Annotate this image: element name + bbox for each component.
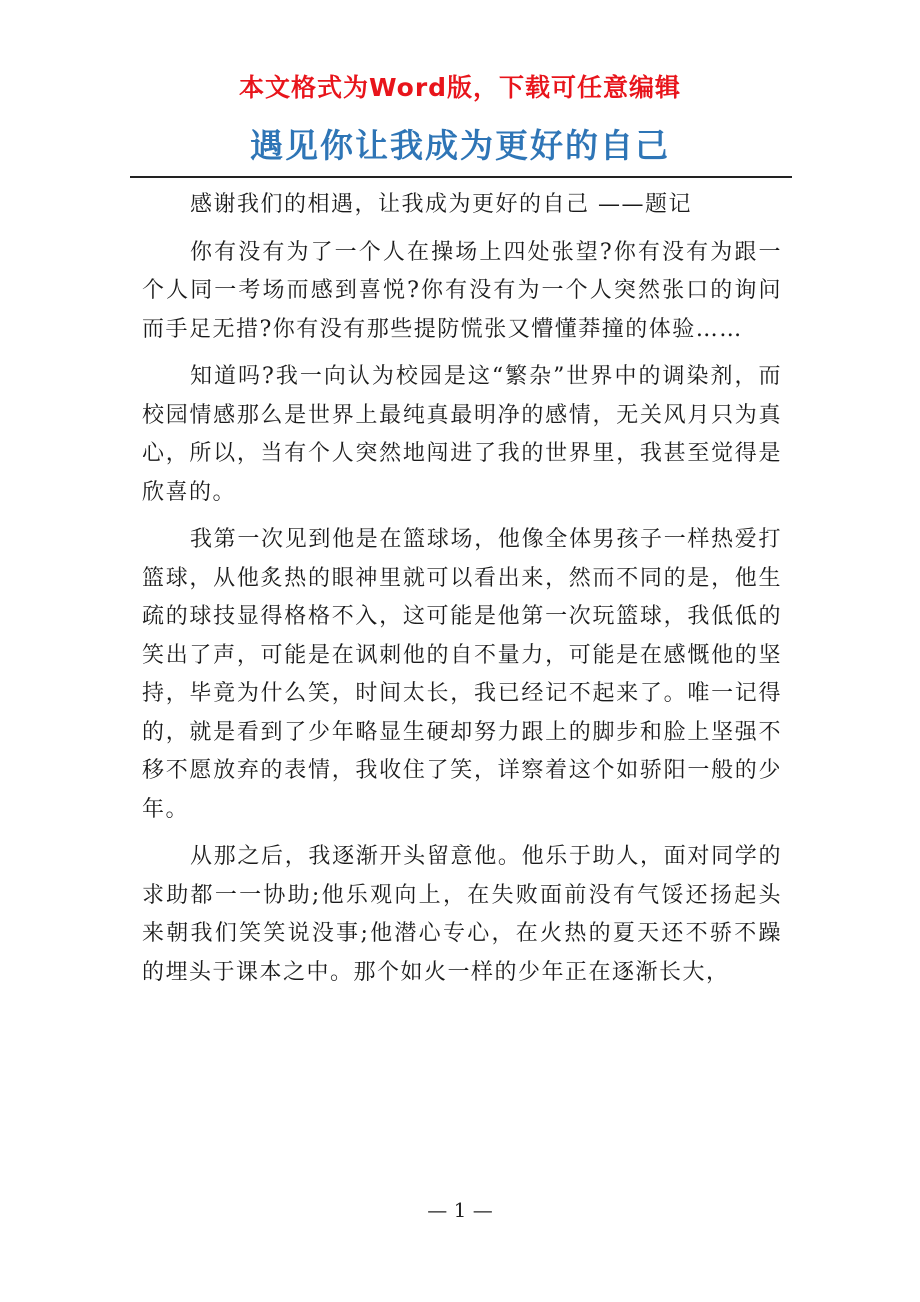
- body-paragraph: 你有没有为了一个人在操场上四处张望?你有没有为跟一个人同一考场而感到喜悦?你有没有为一个人突然张口的询问而手足无措?你有没有那些提防慌张又懵懂莽撞的体验……: [142, 239, 782, 342]
- format-notice-banner: 本文格式为Word版，下载可任意编辑: [238, 73, 682, 102]
- document-body: [142, 186, 782, 1001]
- body-paragraph: 从那之后，我逐渐开头留意他。他乐于助人，面对同学的求助都一一协助;他乐观向上，在失败面前没有气馁还扬起头来朝我们笑笑说没事;他潜心专心，在火热的夏天还不骄不躁的埋头于课本之中。那个如火一样的少年正在逐渐长大，: [142, 844, 782, 985]
- epigraph-paragraph: 感谢我们的相遇，让我成为更好的自己 ——题记: [190, 192, 692, 217]
- title-divider: [130, 176, 792, 178]
- page-number: — 1 —: [427, 1198, 493, 1222]
- body-paragraph: 我第一次见到他是在篮球场，他像全体男孩子一样热爱打篮球，从他炙热的眼神里就可以看出来，然而不同的是，他生疏的球技显得格格不入，这可能是他第一次玩篮球，我低低的笑出了声，可能是在讽刺他的自不量力，可能是在感慨他的坚持，毕竟为什么笑，时间太长，我已经记不起来了。唯一记得的，就是看到了少年略显生硬却努力跟上的脚步和脸上坚强不移不愿放弃的表情，我收住了笑，详察着这个如骄阳一般的少年。: [142, 527, 782, 822]
- body-paragraph: 知道吗?我一向认为校园是这“繁杂”世界中的调染剂，而校园情感那么是世界上最纯真最明净的感情，无关风月只为真心，所以，当有个人突然地闯进了我的世界里，我甚至觉得是欣喜的。: [142, 364, 782, 505]
- document-title: 遇见你让我成为更好的自己: [250, 126, 670, 165]
